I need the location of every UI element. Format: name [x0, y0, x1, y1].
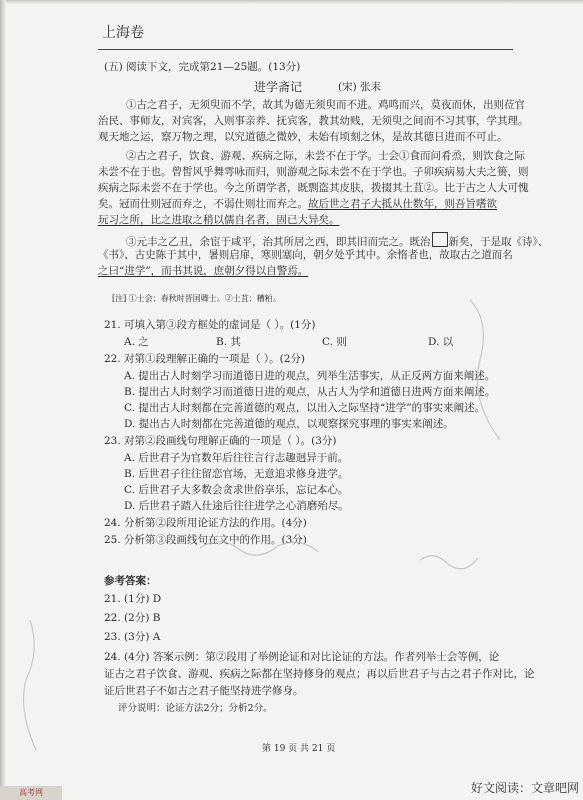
q22-option-a: A. 提出古人时刻学习而道德日进的观点，列举生活事实，从正反两方面来阐述。: [124, 370, 496, 382]
q21-option-b: B. 其: [216, 336, 241, 348]
q21-option-d: D. 以: [428, 336, 454, 348]
page-header-title: 上海卷: [102, 25, 144, 41]
p1-line-1: ①古之君子，无须臾而不学，故其为德无须臾而不进。鸡鸣而兴，莫夜而休，出则莅官: [126, 99, 525, 111]
q23-option-b: B. 后世君子往往留恋官场，无意追求修身进学。: [124, 468, 349, 480]
site-logo: 高考网: [0, 786, 62, 800]
p1-line-2: 治民、事师友，对宾客，入则事亲养、抚宾客，教其幼贱，无须臾之间而不习其事，学其理。: [98, 115, 529, 127]
q22-option-d: D. 提出古人时刻都在完善道德的观点，以观察探究事理的事实来阐述。: [124, 418, 454, 430]
q22-option-c: C. 提出古人时刻都在完善道德的观点，以出入之际坚持“进学”的事实来阐述。: [124, 402, 486, 414]
p3-line-1-after: 新矣，于是取《诗》、: [448, 236, 549, 248]
q23-option-c: C. 后世君子大多数会贪求世俗享乐，忘记本心。: [124, 484, 349, 496]
p1-line-3: 观天地之运，察万物之理，以究道德之微妙，未始有顷刻之休，是故其德日进而不可止。: [98, 131, 508, 143]
q21-option-a: A. 之: [124, 336, 149, 348]
scribble-2: [420, 556, 478, 569]
question-23: 23. 对第②段画线句理解正确的一项是（ ）。(3分): [104, 435, 337, 447]
scribble-4: [470, 300, 500, 440]
scribble-1: [200, 541, 318, 555]
question-25: 25. 分析第③段画线句在文中的作用。(3分): [104, 534, 307, 546]
essay-author: (宋) 张耒: [338, 81, 382, 93]
footnote: [注] ①士会：春秋时晋国卿士。②土苴：糟粕。: [112, 294, 281, 303]
p2-line-1: ②古之君子，饮食、游观、疾病之际，未尝不在于学。士会①食而问肴烝，则饮食之际: [126, 150, 525, 162]
q23-option-d: D. 后世君子踏入仕途后往往进学之心消磨殆尽。: [124, 500, 349, 512]
p2-line-5: 玩习之所，比之进取之稍以儒自名者，固已大异矣。: [98, 214, 340, 226]
essay-title: 进学斋记: [254, 80, 303, 94]
answer-24-line-3: 证后世君子不如古之君子能坚持进学修身。: [104, 685, 304, 697]
p2-line-2: 未尝不在于也。曾皙风乎舞雩咏而归，则游观之际未尝不在于学也。子卯疾病易大夫之篑，则: [98, 166, 529, 178]
p2-line-4-text: 矣。冠而仕则冠而弃之，不弱仕则壮而弃之。: [98, 198, 308, 210]
answers-heading: 参考答案：: [104, 575, 157, 587]
p3-line-3: 之曰“进学”，而书其说，庶朝夕得以自警焉。: [98, 265, 309, 277]
page-number: 第 19 页 共 21 页: [262, 744, 336, 754]
section-heading: (五) 阅读下文，完成第21—25题。(13分): [104, 61, 301, 73]
p2-line-3: 疾病之际未尝不在于学也。今之所谓学者，既剽盗其皮肤，拨掇其土苴②。比于古之人大可愧: [98, 182, 529, 194]
question-21: 21. 可填入第③段方框处的虚词是（ ）。(1分): [104, 319, 316, 331]
question-22: 22. 对第①段理解正确的一项是（ ）。(2分): [104, 353, 305, 365]
answer-24-line-2: 证古之君子饮食、游观、疾病之际都在坚持修身的观点；再以后世君子与古之君子作对比，论: [104, 668, 535, 680]
answer-21: 21. (1分) D: [104, 593, 162, 605]
question-24: 24. 分析第②段所用论证方法的作用。(4分): [104, 517, 307, 529]
answer-24-scoring-note: 评分说明：论证方法2分；分析2分。: [118, 703, 273, 714]
answer-23: 23. (3分) A: [104, 631, 161, 643]
p3-line-2: 《书》、古史陈于其中，暑则启扉，寒则塞向，朝夕处乎其中。余惰者也，故取古之道而名: [98, 249, 513, 261]
q22-option-b: B. 提出古人时刻学习而道德日进的观点，从古人为学和道德日进两方面来阐述。: [124, 386, 496, 398]
p3-line-1-text: ③元丰之乙丑，余宦于咸平，治其所居之西，即其旧而完之。既治: [126, 236, 431, 248]
q23-option-a: A. 后世君子为官数年后往往言行志趣迥异于前。: [124, 452, 349, 464]
answer-24-line-1: 24. (4分) 答案示例：第②段用了举例论证和对比论证的方法。作者列举士会等例，论: [104, 651, 500, 663]
q21-option-c: C. 则: [322, 336, 347, 348]
p2-underlined-sentence: 故后世之君子大抵从仕数年，则吾旨嗜欲: [308, 198, 497, 210]
scribble-3: [24, 620, 36, 750]
answer-22: 22. (2分) B: [104, 612, 161, 624]
site-watermark: 好文阅读：文章吧网: [470, 781, 579, 795]
